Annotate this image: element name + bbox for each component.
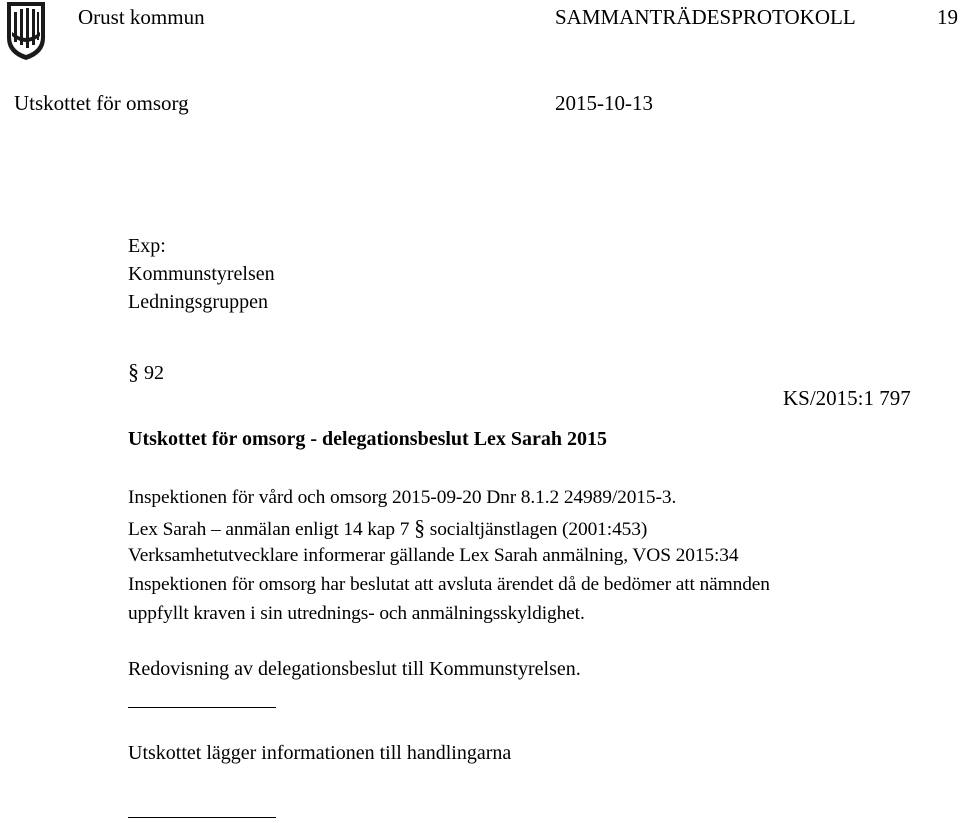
body-line: Verksamhetutvecklare informerar gällande Lex Sarah anmälning, VOS 2015:34 [128, 545, 739, 566]
body-line: Inspektionen för vård och omsorg 2015-09-20 Dnr 8.1.2 24989/2015-3. [128, 487, 677, 508]
divider [128, 707, 276, 708]
conclusion-text: Utskottet lägger informationen till handlingarna [128, 742, 512, 764]
paragraph-symbol: § [414, 515, 426, 540]
body-line: uppfyllt kraven i sin utrednings- och anmälningsskyldighet. [128, 603, 585, 624]
protocol-title: SAMMANTRÄDESPROTOKOLL [555, 5, 856, 29]
case-number: KS/2015:1 797 [783, 386, 911, 410]
body-line-text: socialtjänstlagen (2001:453) [429, 519, 648, 540]
body-line [128, 517, 647, 539]
municipality-name: Orust kommun [78, 5, 205, 29]
report-text: Redovisning av delegationsbeslut till Kommunstyrelsen. [128, 658, 581, 680]
distribution-label: Exp: [128, 235, 166, 257]
coat-of-arms-logo [4, 0, 48, 62]
divider [128, 817, 276, 818]
meeting-date: 2015-10-13 [555, 91, 653, 115]
section-number-value: 92 [144, 362, 164, 384]
section-heading: Utskottet för omsorg - delegationsbeslut Lex Sarah 2015 [128, 428, 608, 450]
distribution-recipient: Kommunstyrelsen [128, 263, 275, 285]
committee-name: Utskottet för omsorg [14, 91, 189, 115]
distribution-recipient: Ledningsgruppen [128, 291, 268, 313]
page-number: 19 [937, 5, 958, 29]
body-line: Inspektionen för omsorg har beslutat att avsluta ärendet då de bedömer att nämnden [128, 574, 770, 595]
section-number [128, 361, 164, 383]
paragraph-symbol: § [128, 359, 139, 384]
body-line-text: Lex Sarah – anmälan enligt 14 kap 7 [128, 519, 410, 540]
